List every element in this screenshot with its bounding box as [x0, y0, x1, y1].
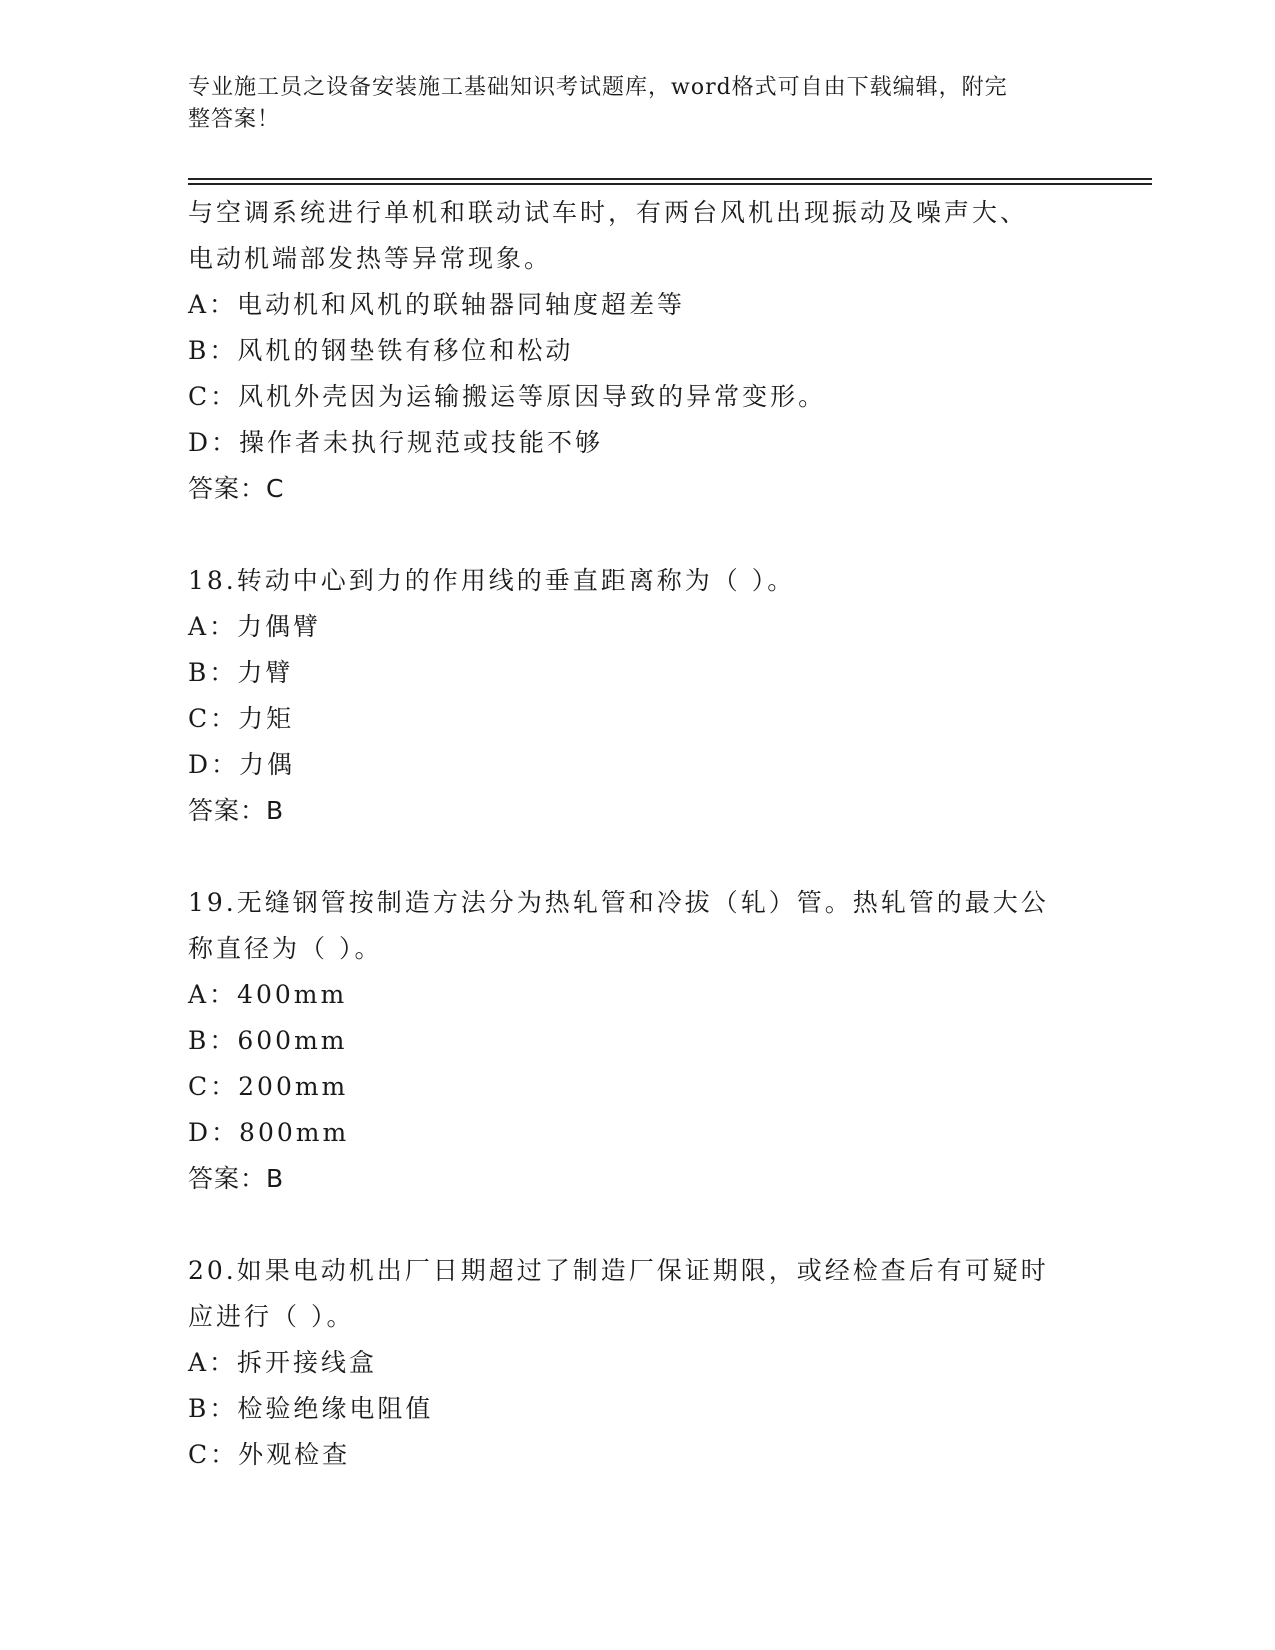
option-d: D：力偶 — [188, 750, 296, 779]
option-b: B：力臂 — [188, 658, 294, 687]
answer: 答案：C — [188, 474, 285, 503]
option-c: C：200mm — [188, 1072, 349, 1101]
document-header — [188, 72, 1088, 136]
question-stem-line: 电动机端部发热等异常现象。 — [188, 244, 553, 273]
header-line-1: 专业施工员之设备安装施工基础知识考试题库，word格式可自由下载编辑，附完 — [188, 75, 1008, 100]
header-line-2: 整答案！ — [188, 107, 281, 132]
option-b: B：检验绝缘电阻值 — [188, 1394, 434, 1423]
spacer — [188, 834, 1088, 880]
question-17 — [188, 190, 1088, 512]
question-stem-line: 与空调系统进行单机和联动试车时，有两台风机出现振动及噪声大、 — [188, 198, 1029, 227]
question-20 — [188, 1248, 1088, 1478]
option-a: A：400mm — [188, 980, 348, 1009]
option-a: A：拆开接线盒 — [188, 1348, 378, 1377]
question-list — [188, 190, 1088, 1478]
option-c: C：风机外壳因为运输搬运等原因导致的异常变形。 — [188, 382, 827, 411]
question-18 — [188, 558, 1088, 834]
option-b: B：风机的钢垫铁有移位和松动 — [188, 336, 574, 365]
spacer — [188, 1202, 1088, 1248]
option-a: A：电动机和风机的联轴器同轴度超差等 — [188, 290, 686, 319]
answer: 答案：B — [188, 796, 285, 825]
option-d: D：操作者未执行规范或技能不够 — [188, 428, 604, 457]
answer: 答案：B — [188, 1164, 285, 1193]
header-divider-top — [188, 178, 1152, 180]
option-c: C：外观检查 — [188, 1440, 351, 1469]
question-stem-line: 18.转动中心到力的作用线的垂直距离称为（ ）。 — [188, 566, 796, 595]
question-19 — [188, 880, 1088, 1202]
question-stem-line: 19.无缝钢管按制造方法分为热轧管和冷拔（轧）管。热轧管的最大公 — [188, 888, 1049, 917]
header-divider-bottom — [188, 183, 1152, 185]
question-stem-line: 20.如果电动机出厂日期超过了制造厂保证期限，或经检查后有可疑时 — [188, 1256, 1049, 1285]
question-stem-line: 称直径为（ ）。 — [188, 934, 383, 963]
option-d: D：800mm — [188, 1118, 350, 1147]
option-a: A：力偶臂 — [188, 612, 322, 641]
question-stem-line: 应进行（ ）。 — [188, 1302, 355, 1331]
option-c: C：力矩 — [188, 704, 295, 733]
option-b: B：600mm — [188, 1026, 348, 1055]
spacer — [188, 512, 1088, 558]
